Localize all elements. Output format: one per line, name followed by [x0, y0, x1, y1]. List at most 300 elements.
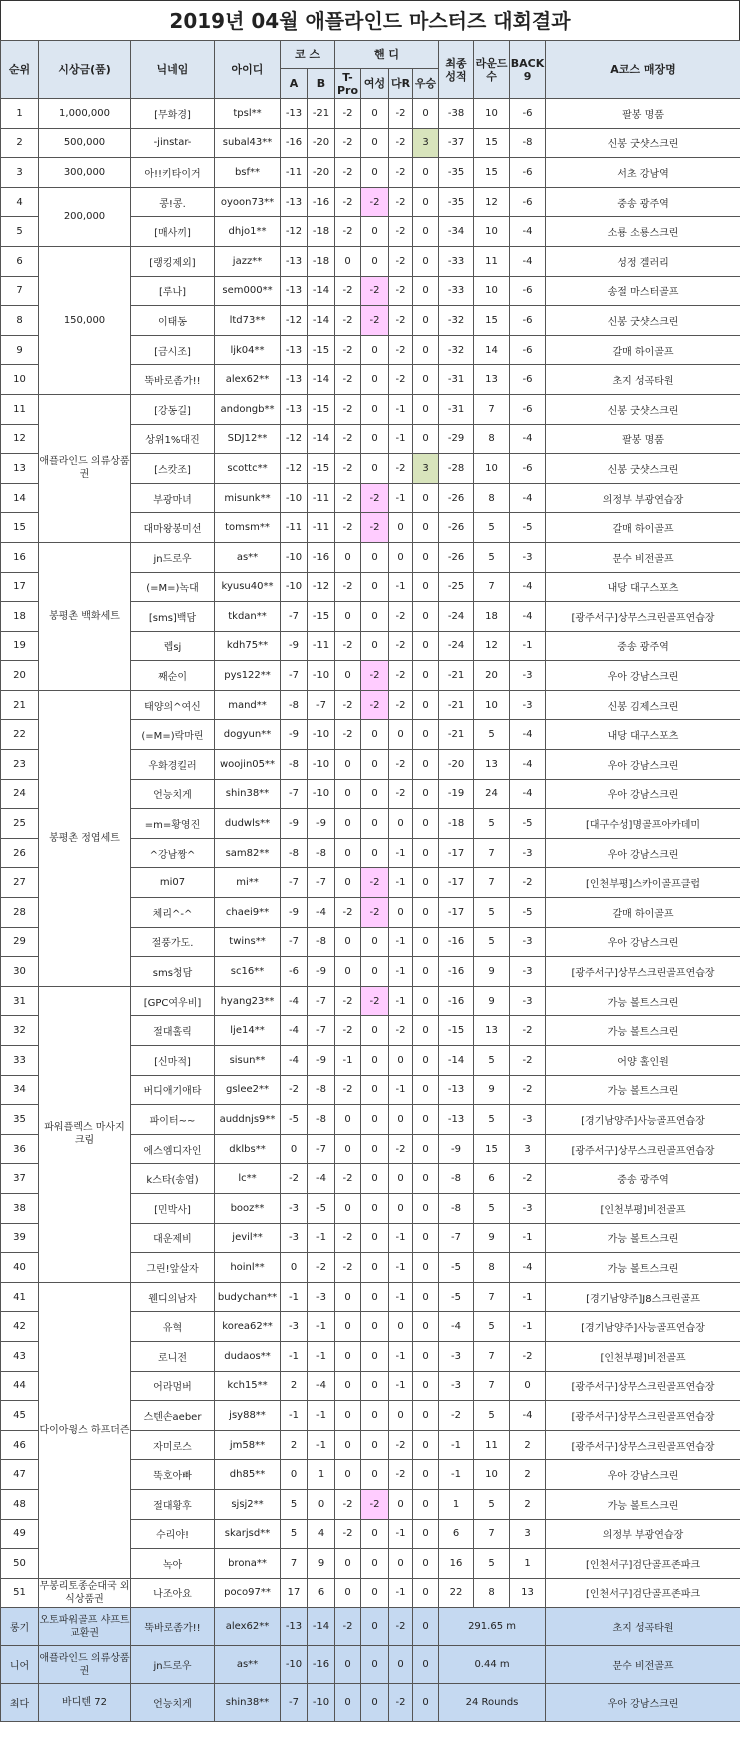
multi-round-cell: 0 [389, 1489, 413, 1519]
female-cell: -2 [361, 986, 389, 1016]
multi-round-cell: -1 [389, 1341, 413, 1371]
win-cell: 0 [413, 394, 439, 424]
store-cell: 갈매 하이골프 [546, 335, 740, 365]
user-id-cell: woojin05** [215, 750, 281, 780]
back9-cell: -1 [510, 1282, 546, 1312]
store-cell: 우아 강남스크린 [546, 1460, 740, 1490]
multi-round-cell: -1 [389, 868, 413, 898]
final-score-cell: -21 [439, 720, 474, 750]
course-a-cell: -8 [281, 838, 308, 868]
final-score-cell: -15 [439, 1016, 474, 1046]
win-cell: 0 [413, 542, 439, 572]
tpro-cell: 0 [335, 661, 361, 691]
rounds-cell: 10 [474, 217, 510, 247]
prize-cell: 봉평촌 백화세트 [39, 542, 131, 690]
award-store-cell: 초지 성곡타원 [546, 1608, 740, 1646]
back9-cell: -6 [510, 454, 546, 484]
win-cell: 3 [413, 454, 439, 484]
course-a-cell: -5 [281, 1105, 308, 1135]
multi-round-cell: -1 [389, 838, 413, 868]
final-score-cell: -21 [439, 690, 474, 720]
win-cell: 0 [413, 1223, 439, 1253]
win-cell: 0 [413, 1193, 439, 1223]
female-cell: 0 [361, 394, 389, 424]
award-category-cell: 최다 [1, 1684, 39, 1722]
female-cell: 0 [361, 927, 389, 957]
store-cell: 가능 볼트스크린 [546, 986, 740, 1016]
final-score-cell: -38 [439, 99, 474, 129]
win-cell: 0 [413, 1134, 439, 1164]
win-cell: 0 [413, 661, 439, 691]
prize-cell: 1,000,000 [39, 99, 131, 129]
award-course-b-cell: -10 [308, 1684, 335, 1722]
store-cell: [경기남양주]사능골프연습장 [546, 1312, 740, 1342]
rounds-cell: 24 [474, 779, 510, 809]
tpro-cell: -2 [335, 306, 361, 336]
award-prize-cell: 바디텐 72 [39, 1684, 131, 1722]
user-id-cell: dhjo1** [215, 217, 281, 247]
back9-cell: 3 [510, 1134, 546, 1164]
female-cell: -2 [361, 868, 389, 898]
multi-round-cell: -2 [389, 1016, 413, 1046]
rank-cell: 29 [1, 927, 39, 957]
win-cell: 0 [413, 158, 439, 188]
store-cell: [경기남양주]J8스크린골프 [546, 1282, 740, 1312]
win-cell: 0 [413, 483, 439, 513]
win-cell: 0 [413, 1253, 439, 1283]
table-row [1, 542, 740, 572]
course-b-cell: 4 [308, 1519, 335, 1549]
rank-cell: 32 [1, 1016, 39, 1046]
final-score-cell: -24 [439, 631, 474, 661]
header-user-id: 아이디 [215, 41, 281, 99]
course-b-cell: -15 [308, 602, 335, 632]
tpro-cell: -2 [335, 335, 361, 365]
user-id-cell: mand** [215, 690, 281, 720]
nickname-cell: 절대황후 [131, 1489, 215, 1519]
back9-cell: -2 [510, 1016, 546, 1046]
nickname-cell: (=M=)락마린 [131, 720, 215, 750]
final-score-cell: -32 [439, 306, 474, 336]
tpro-cell: -2 [335, 898, 361, 928]
user-id-cell: dudwls** [215, 809, 281, 839]
final-score-cell: -16 [439, 957, 474, 987]
rank-cell: 33 [1, 1046, 39, 1076]
rank-cell: 12 [1, 424, 39, 454]
final-score-cell: -25 [439, 572, 474, 602]
final-score-cell: -13 [439, 1105, 474, 1135]
nickname-cell: 뚝호아빠 [131, 1460, 215, 1490]
rank-cell: 35 [1, 1105, 39, 1135]
course-b-cell: -9 [308, 1046, 335, 1076]
user-id-cell: tkdan** [215, 602, 281, 632]
final-score-cell: -26 [439, 483, 474, 513]
tpro-cell: -2 [335, 1253, 361, 1283]
rounds-cell: 8 [474, 483, 510, 513]
course-a-cell: -6 [281, 957, 308, 987]
back9-cell: -6 [510, 99, 546, 129]
back9-cell: 2 [510, 1460, 546, 1490]
multi-round-cell: -2 [389, 128, 413, 158]
female-cell: -2 [361, 1489, 389, 1519]
nickname-cell: [랭킹제외] [131, 246, 215, 276]
rounds-cell: 9 [474, 1075, 510, 1105]
rank-cell: 37 [1, 1164, 39, 1194]
course-b-cell: -1 [308, 1341, 335, 1371]
win-cell: 0 [413, 1075, 439, 1105]
win-cell: 0 [413, 1549, 439, 1579]
course-b-cell: -14 [308, 306, 335, 336]
store-cell: 내당 대구스포츠 [546, 572, 740, 602]
win-cell: 0 [413, 602, 439, 632]
win-cell: 0 [413, 424, 439, 454]
back9-cell: -6 [510, 365, 546, 395]
course-a-cell: 2 [281, 1371, 308, 1401]
final-score-cell: -26 [439, 542, 474, 572]
tpro-cell: 0 [335, 1341, 361, 1371]
table-row [1, 246, 740, 276]
rank-cell: 24 [1, 779, 39, 809]
user-id-cell: bsf** [215, 158, 281, 188]
nickname-cell: 녹아 [131, 1549, 215, 1579]
course-a-cell: -13 [281, 365, 308, 395]
female-cell: 0 [361, 1401, 389, 1431]
nickname-cell: 유혁 [131, 1312, 215, 1342]
course-a-cell: -13 [281, 394, 308, 424]
female-cell: -2 [361, 513, 389, 543]
user-id-cell: twins** [215, 927, 281, 957]
win-cell: 0 [413, 927, 439, 957]
user-id-cell: skarjsd** [215, 1519, 281, 1549]
course-b-cell: -5 [308, 1193, 335, 1223]
course-a-cell: 0 [281, 1460, 308, 1490]
award-course-b-cell: -14 [308, 1608, 335, 1646]
multi-round-cell: -2 [389, 158, 413, 188]
win-cell: 0 [413, 720, 439, 750]
multi-round-cell: -2 [389, 246, 413, 276]
rank-cell: 11 [1, 394, 39, 424]
win-cell: 0 [413, 690, 439, 720]
female-cell: 0 [361, 1046, 389, 1076]
female-cell: 0 [361, 957, 389, 987]
header-tpro: T-Pro [335, 69, 361, 99]
award-multi-round-cell: -2 [389, 1608, 413, 1646]
course-a-cell: -4 [281, 1016, 308, 1046]
female-cell: 0 [361, 454, 389, 484]
rank-cell: 15 [1, 513, 39, 543]
award-multi-round-cell: -2 [389, 1684, 413, 1722]
win-cell: 0 [413, 1371, 439, 1401]
tpro-cell: -2 [335, 1223, 361, 1253]
rank-cell: 8 [1, 306, 39, 336]
rank-cell: 49 [1, 1519, 39, 1549]
store-cell: 내당 대구스포츠 [546, 720, 740, 750]
back9-cell: -6 [510, 158, 546, 188]
course-a-cell: -8 [281, 690, 308, 720]
final-score-cell: -8 [439, 1193, 474, 1223]
final-score-cell: -32 [439, 335, 474, 365]
nickname-cell: 절풍가도. [131, 927, 215, 957]
back9-cell: -4 [510, 602, 546, 632]
user-id-cell: budychan** [215, 1282, 281, 1312]
award-course-a-cell: -13 [281, 1608, 308, 1646]
multi-round-cell: 0 [389, 1164, 413, 1194]
tpro-cell: 0 [335, 542, 361, 572]
final-score-cell: -21 [439, 661, 474, 691]
course-a-cell: -1 [281, 1401, 308, 1431]
user-id-cell: hoinl** [215, 1253, 281, 1283]
rounds-cell: 5 [474, 542, 510, 572]
female-cell: -2 [361, 276, 389, 306]
rank-cell: 48 [1, 1489, 39, 1519]
final-score-cell: -9 [439, 1134, 474, 1164]
header-course: 코 스 [281, 41, 335, 69]
win-cell: 0 [413, 1046, 439, 1076]
store-cell: [인천부평]비전골프 [546, 1193, 740, 1223]
rounds-cell: 5 [474, 1312, 510, 1342]
nickname-cell: 에스엠디자인 [131, 1134, 215, 1164]
win-cell: 0 [413, 957, 439, 987]
final-score-cell: -19 [439, 779, 474, 809]
back9-cell: -4 [510, 246, 546, 276]
win-cell: 0 [413, 838, 439, 868]
award-tpro-cell: -2 [335, 1608, 361, 1646]
rounds-cell: 5 [474, 809, 510, 839]
rounds-cell: 5 [474, 927, 510, 957]
final-score-cell: -7 [439, 1223, 474, 1253]
tpro-cell: -2 [335, 128, 361, 158]
rounds-cell: 7 [474, 1341, 510, 1371]
multi-round-cell: -1 [389, 957, 413, 987]
store-cell: 의정부 부광연습장 [546, 483, 740, 513]
user-id-cell: dh85** [215, 1460, 281, 1490]
final-score-cell: -17 [439, 898, 474, 928]
final-score-cell: -18 [439, 809, 474, 839]
course-a-cell: -13 [281, 276, 308, 306]
back9-cell: -1 [510, 1223, 546, 1253]
back9-cell: -4 [510, 217, 546, 247]
final-score-cell: -31 [439, 394, 474, 424]
rank-cell: 14 [1, 483, 39, 513]
female-cell: -2 [361, 898, 389, 928]
nickname-cell: jn드로우 [131, 542, 215, 572]
back9-cell: -6 [510, 306, 546, 336]
table-row [1, 99, 740, 129]
rank-cell: 46 [1, 1430, 39, 1460]
final-score-cell: -33 [439, 276, 474, 306]
store-cell: 우아 강남스크린 [546, 838, 740, 868]
tpro-cell: 0 [335, 1282, 361, 1312]
nickname-cell: 로니전 [131, 1341, 215, 1371]
win-cell: 0 [413, 631, 439, 661]
course-b-cell: -8 [308, 838, 335, 868]
rounds-cell: 15 [474, 306, 510, 336]
course-b-cell: -15 [308, 394, 335, 424]
rank-cell: 25 [1, 809, 39, 839]
award-win-cell: 0 [413, 1646, 439, 1684]
female-cell: 0 [361, 720, 389, 750]
tpro-cell: -2 [335, 1164, 361, 1194]
header-rounds: 라운드 수 [474, 41, 510, 99]
nickname-cell: 렙sj [131, 631, 215, 661]
win-cell: 0 [413, 986, 439, 1016]
nickname-cell: 스텐손aeber [131, 1401, 215, 1431]
course-b-cell: -8 [308, 927, 335, 957]
win-cell: 0 [413, 99, 439, 129]
award-category-cell: 롱기 [1, 1608, 39, 1646]
course-b-cell: -15 [308, 454, 335, 484]
female-cell: 0 [361, 99, 389, 129]
rank-cell: 19 [1, 631, 39, 661]
course-a-cell: -7 [281, 868, 308, 898]
back9-cell: -4 [510, 1253, 546, 1283]
table-row [1, 1282, 740, 1312]
rounds-cell: 9 [474, 1223, 510, 1253]
female-cell: 0 [361, 1223, 389, 1253]
tpro-cell: 0 [335, 1134, 361, 1164]
course-b-cell: -7 [308, 1134, 335, 1164]
user-id-cell: kyusu40** [215, 572, 281, 602]
rank-cell: 44 [1, 1371, 39, 1401]
course-a-cell: 0 [281, 1134, 308, 1164]
award-row [1, 1646, 740, 1684]
multi-round-cell: -1 [389, 927, 413, 957]
rounds-cell: 5 [474, 1193, 510, 1223]
win-cell: 0 [413, 1401, 439, 1431]
prize-cell: 무봉리토종순대국 외식상품권 [39, 1578, 131, 1608]
award-store-cell: 우아 강남스크린 [546, 1684, 740, 1722]
store-cell: [광주서구]상무스크린골프연습장 [546, 1134, 740, 1164]
nickname-cell: 절대홀릭 [131, 1016, 215, 1046]
rounds-cell: 5 [474, 1549, 510, 1579]
tpro-cell: -2 [335, 1075, 361, 1105]
nickname-cell: [GPC여우비] [131, 986, 215, 1016]
multi-round-cell: -2 [389, 602, 413, 632]
prize-cell: 500,000 [39, 128, 131, 158]
rounds-cell: 18 [474, 602, 510, 632]
final-score-cell: -35 [439, 187, 474, 217]
header-back9: BACK 9 [510, 41, 546, 99]
user-id-cell: alex62** [215, 365, 281, 395]
course-b-cell: -9 [308, 957, 335, 987]
course-a-cell: -12 [281, 454, 308, 484]
rounds-cell: 14 [474, 335, 510, 365]
female-cell: -2 [361, 690, 389, 720]
store-cell: 중송 광주역 [546, 187, 740, 217]
win-cell: 0 [413, 1312, 439, 1342]
nickname-cell: [스캇조] [131, 454, 215, 484]
multi-round-cell: -2 [389, 661, 413, 691]
female-cell: -2 [361, 187, 389, 217]
course-b-cell: 6 [308, 1578, 335, 1608]
multi-round-cell: -2 [389, 779, 413, 809]
award-user-id-cell: shin38** [215, 1684, 281, 1722]
final-score-cell: -37 [439, 128, 474, 158]
course-a-cell: -2 [281, 1164, 308, 1194]
rank-cell: 21 [1, 690, 39, 720]
win-cell: 0 [413, 572, 439, 602]
user-id-cell: chaei9** [215, 898, 281, 928]
tpro-cell: -2 [335, 631, 361, 661]
win-cell: 0 [413, 365, 439, 395]
table-row [1, 690, 740, 720]
multi-round-cell: -2 [389, 1460, 413, 1490]
female-cell: -2 [361, 483, 389, 513]
course-b-cell: -2 [308, 1253, 335, 1283]
prize-cell: 봉평촌 정엽세트 [39, 690, 131, 986]
course-a-cell: -7 [281, 927, 308, 957]
header-course-b: B [308, 69, 335, 99]
nickname-cell: 파이터~~ [131, 1105, 215, 1135]
back9-cell: -1 [510, 631, 546, 661]
multi-round-cell: -1 [389, 1282, 413, 1312]
multi-round-cell: -1 [389, 483, 413, 513]
rank-cell: 4 [1, 187, 39, 217]
final-score-cell: 16 [439, 1549, 474, 1579]
nickname-cell: 아!!키타이거 [131, 158, 215, 188]
nickname-cell: 째순이 [131, 661, 215, 691]
user-id-cell: pys122** [215, 661, 281, 691]
rounds-cell: 10 [474, 1460, 510, 1490]
rounds-cell: 8 [474, 1578, 510, 1608]
nickname-cell: 나조아요 [131, 1578, 215, 1608]
nickname-cell: [무화경] [131, 99, 215, 129]
prize-cell: 150,000 [39, 246, 131, 394]
rounds-cell: 13 [474, 365, 510, 395]
table-row [1, 128, 740, 158]
female-cell: 0 [361, 1312, 389, 1342]
course-a-cell: -9 [281, 809, 308, 839]
course-a-cell: -13 [281, 246, 308, 276]
female-cell: 0 [361, 1282, 389, 1312]
multi-round-cell: -2 [389, 99, 413, 129]
final-score-cell: -5 [439, 1253, 474, 1283]
final-score-cell: -31 [439, 365, 474, 395]
back9-cell: 2 [510, 1489, 546, 1519]
final-score-cell: -2 [439, 1401, 474, 1431]
rank-cell: 30 [1, 957, 39, 987]
female-cell: 0 [361, 602, 389, 632]
course-b-cell: -20 [308, 158, 335, 188]
rounds-cell: 15 [474, 1134, 510, 1164]
multi-round-cell: -2 [389, 1430, 413, 1460]
back9-cell: 13 [510, 1578, 546, 1608]
course-a-cell: -13 [281, 99, 308, 129]
course-b-cell: 1 [308, 1460, 335, 1490]
course-b-cell: -7 [308, 868, 335, 898]
rank-cell: 27 [1, 868, 39, 898]
user-id-cell: sc16** [215, 957, 281, 987]
win-cell: 0 [413, 246, 439, 276]
back9-cell: 1 [510, 1549, 546, 1579]
course-a-cell: -10 [281, 572, 308, 602]
tpro-cell: 0 [335, 957, 361, 987]
final-score-cell: -33 [439, 246, 474, 276]
user-id-cell: booz** [215, 1193, 281, 1223]
back9-cell: -1 [510, 1312, 546, 1342]
tpro-cell: -2 [335, 424, 361, 454]
multi-round-cell: -2 [389, 454, 413, 484]
win-cell: 0 [413, 1164, 439, 1194]
store-cell: 소룡 소룡스크린 [546, 217, 740, 247]
rounds-cell: 7 [474, 1519, 510, 1549]
multi-round-cell: 0 [389, 809, 413, 839]
tpro-cell: 0 [335, 1371, 361, 1401]
user-id-cell: sem000** [215, 276, 281, 306]
tpro-cell: 0 [335, 1193, 361, 1223]
course-a-cell: -11 [281, 513, 308, 543]
back9-cell: -3 [510, 542, 546, 572]
